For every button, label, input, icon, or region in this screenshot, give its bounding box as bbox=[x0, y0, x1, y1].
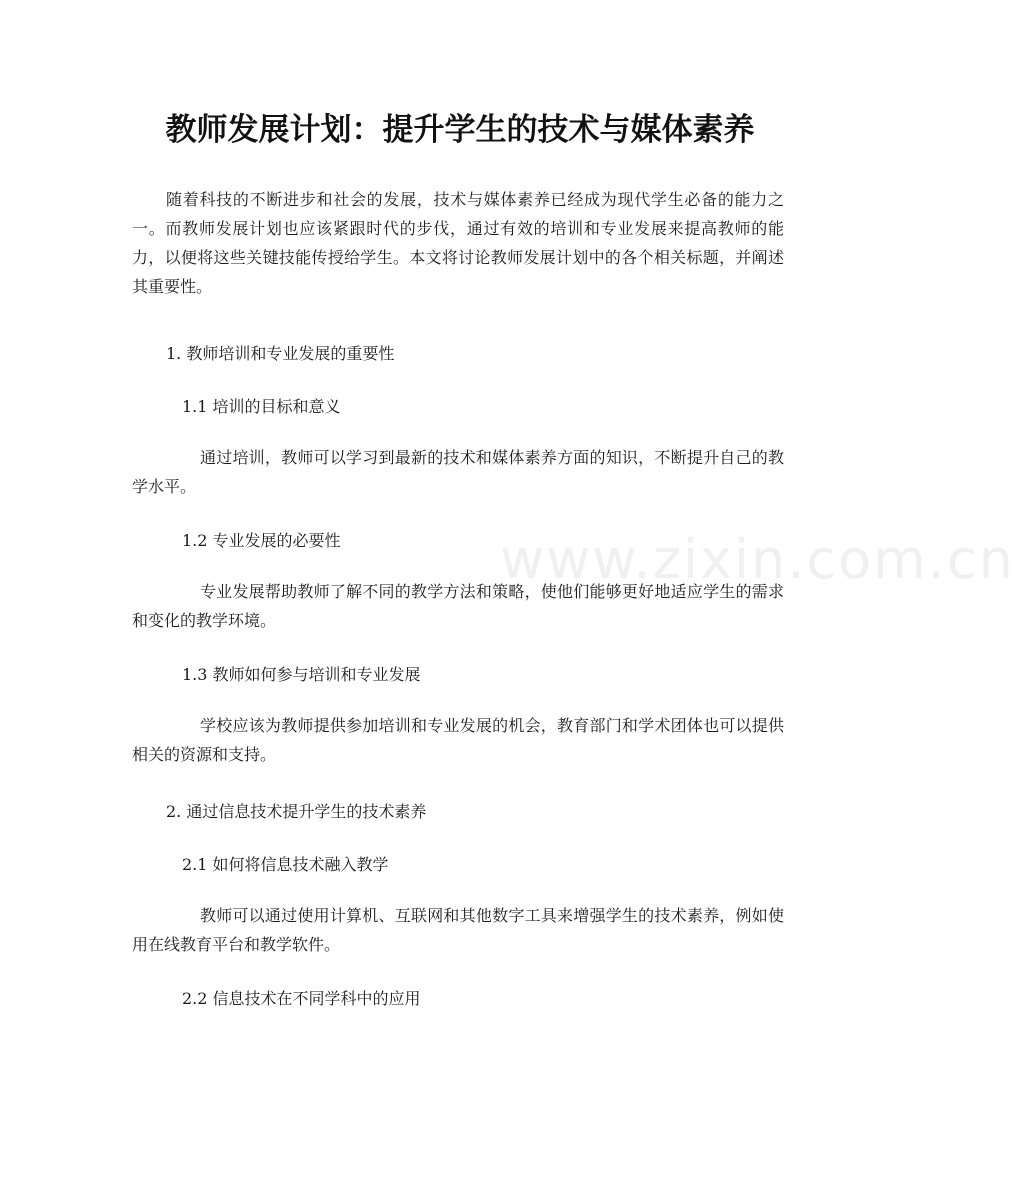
section-1-3-body: 学校应该为教师提供参加培训和专业发展的机会，教育部门和学术团体也可以提供相关的资源和支持。 bbox=[132, 716, 784, 764]
section-1-3-heading: 1.3 教师如何参与培训和专业发展 bbox=[182, 665, 421, 684]
section-2-1-heading: 2.1 如何将信息技术融入教学 bbox=[182, 855, 389, 874]
section-1-heading: 1. 教师培训和专业发展的重要性 bbox=[166, 344, 395, 363]
watermark: www.zixin.com.cn bbox=[500, 528, 1015, 591]
section-2-heading: 2. 通过信息技术提升学生的技术素养 bbox=[166, 802, 427, 821]
section-1-1-body: 通过培训，教师可以学习到最新的技术和媒体素养方面的知识，不断提升自己的教学水平。 bbox=[132, 448, 784, 496]
section-2-2-heading: 2.2 信息技术在不同学科中的应用 bbox=[182, 989, 421, 1008]
section-1-2-body: 专业发展帮助教师了解不同的教学方法和策略，使他们能够更好地适应学生的需求和变化的教学环境。 bbox=[132, 582, 784, 630]
section-1-2-heading: 1.2 专业发展的必要性 bbox=[182, 531, 341, 550]
document-title: 教师发展计划：提升学生的技术与媒体素养 bbox=[165, 112, 755, 148]
section-1-1-heading: 1.1 培训的目标和意义 bbox=[182, 397, 341, 416]
section-2-1-body: 教师可以通过使用计算机、互联网和其他数字工具来增强学生的技术素养，例如使用在线教育平台和教学软件。 bbox=[132, 906, 784, 954]
intro-paragraph: 随着科技的不断进步和社会的发展，技术与媒体素养已经成为现代学生必备的能力之一。而教师发展计划也应该紧跟时代的步伐，通过有效的培训和专业发展来提高教师的能力，以便将这些关键技能传授给学生。本文将讨论教师发展计划中的各个相关标题，并阐述其重要性。 bbox=[132, 190, 784, 296]
